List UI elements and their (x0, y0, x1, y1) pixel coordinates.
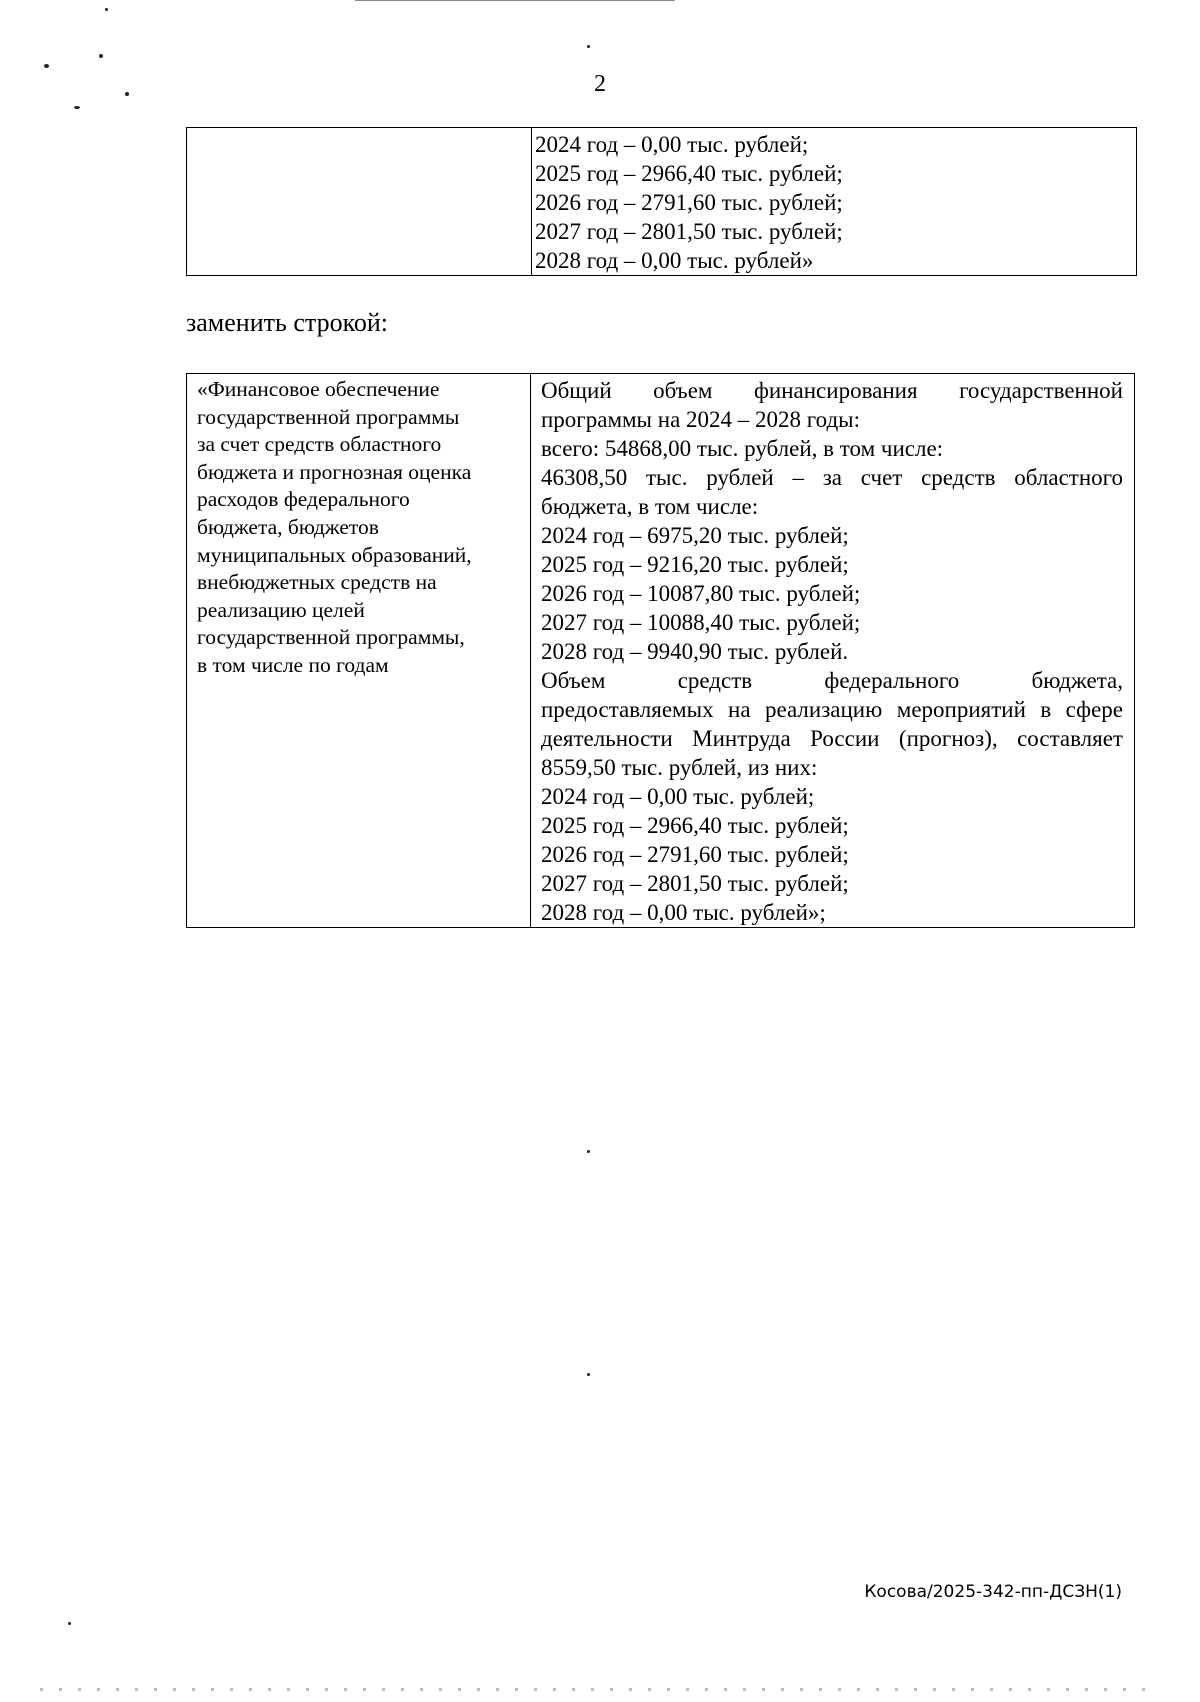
year-line: 2025 год – 9216,20 тыс. рублей; (541, 552, 849, 577)
year-line: 2026 год – 10087,80 тыс. рублей; (541, 581, 861, 606)
scan-speck (587, 45, 590, 48)
scan-speck (99, 54, 103, 58)
year-line: 2027 год – 2801,50 тыс. рублей; (535, 219, 843, 244)
page-number: 2 (594, 71, 606, 97)
year-line: 2028 год – 9940,90 тыс. рублей. (541, 639, 849, 664)
scan-artifact-top-line (355, 0, 675, 1)
scan-speck (44, 64, 49, 68)
text-line: деятельности Минтруда России (прогноз), составляет (541, 726, 1123, 751)
text-line: Объем средств федерального бюджета, (541, 668, 1123, 693)
year-line: 2026 год – 2791,60 тыс. рублей; (541, 842, 849, 867)
text-line: программы на 2024 – 2028 годы: (541, 407, 861, 432)
table-row (187, 374, 1135, 928)
text-line: предоставляемых на реализацию мероприятий в сфере (541, 697, 1123, 722)
year-line: 2028 год – 0,00 тыс. рублей»; (541, 900, 826, 925)
text-line: 46308,50 тыс. рублей – за счет средств областного (541, 465, 1123, 490)
text-line: всего: 54868,00 тыс. рублей, в том числе: (541, 436, 944, 461)
table-new-row (186, 373, 1135, 928)
year-line: 2027 год – 2801,50 тыс. рублей; (541, 871, 849, 896)
table-old-row (186, 127, 1137, 276)
year-line: 2024 год – 0,00 тыс. рублей; (541, 784, 815, 809)
text-line: 8559,50 тыс. рублей, из них: (541, 755, 818, 780)
year-line: 2025 год – 2966,40 тыс. рублей; (535, 161, 843, 186)
year-line: 2028 год – 0,00 тыс. рублей» (535, 248, 814, 273)
scan-artifact-bottom-noise (40, 1688, 1160, 1691)
year-line: 2024 год – 0,00 тыс. рублей; (535, 132, 809, 157)
table-cell-values (531, 374, 1135, 928)
financing-label: «Финансовое обеспечение государственной программы за счет средств областного бюджета и прогнозная оценка расходов федерального бюджета, бюджетов муниципальных образований, внебюджетных средств на реализацию целей государственной программы, в том числе по годам (197, 377, 472, 677)
text-line: бюджета, в том числе: (541, 494, 759, 519)
text-line: Общий объем финансирования государственной (541, 378, 1123, 403)
document-id: Косова/2025-342-пп-ДСЗН(1) (864, 1582, 1122, 1602)
scan-speck (587, 1373, 590, 1376)
year-line: 2024 год – 6975,20 тыс. рублей; (541, 523, 849, 548)
table-cell-label (187, 374, 531, 928)
scan-speck (105, 8, 108, 11)
scan-speck (74, 106, 80, 109)
year-line: 2025 год – 2966,40 тыс. рублей; (541, 813, 849, 838)
table-cell-values (532, 128, 1137, 276)
scan-speck (587, 1150, 590, 1153)
scan-speck (68, 1622, 71, 1625)
year-line: 2026 год – 2791,60 тыс. рублей; (535, 190, 843, 215)
table-cell-label-empty (187, 128, 532, 276)
year-line: 2027 год – 10088,40 тыс. рублей; (541, 610, 861, 635)
replace-instruction: заменить строкой: (186, 308, 389, 337)
table-row (187, 128, 1137, 276)
